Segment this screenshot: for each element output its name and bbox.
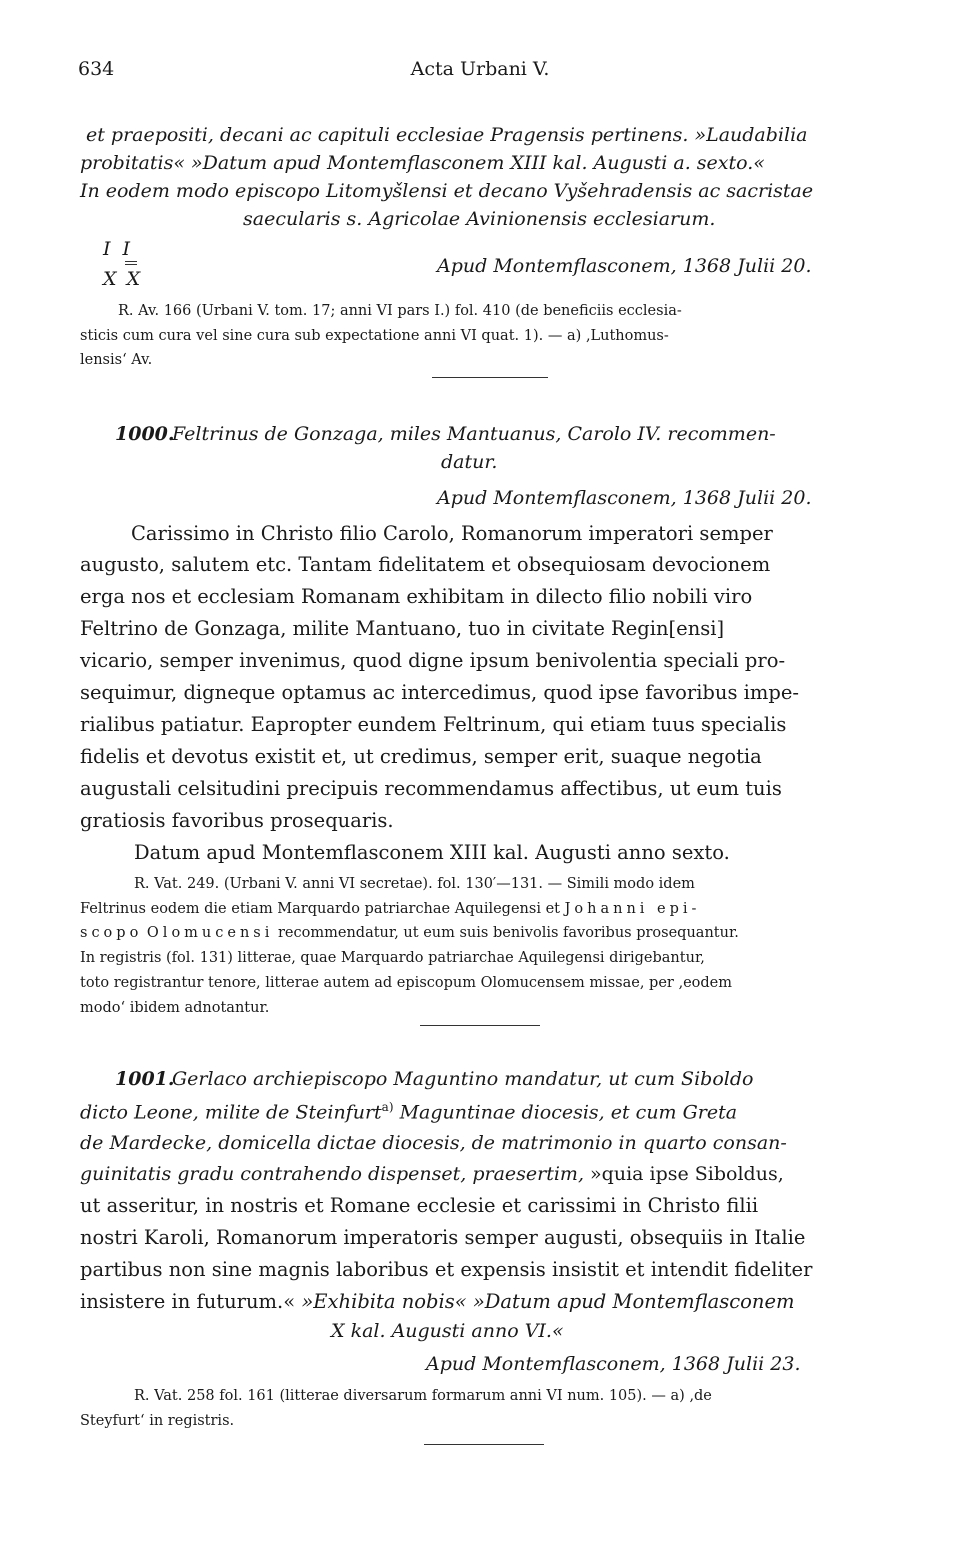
marginal-marks-bottom: X X bbox=[103, 268, 141, 290]
body-line: Carissimo in Christo filio Carolo, Romanorum imperatori semper bbox=[131, 522, 773, 545]
page-header bbox=[78, 58, 882, 88]
body-line: nostri Karoli, Romanorum imperatoris semper augusti, obsequiis in Italie bbox=[80, 1226, 806, 1249]
body-line: gratiosis favoribus prosequaris. bbox=[80, 809, 394, 832]
section-separator bbox=[432, 377, 548, 378]
text-line: probitatis« »Datum apud Montemflasconem XIII kal. Augusti a. sexto.« bbox=[80, 152, 765, 174]
footnote-line: R. Vat. 258 fol. 161 (litterae diversarum formarum anni VI num. 105). — a) ‚de bbox=[134, 1388, 712, 1404]
entry-title-text: Maguntinae diocesis, et cum Greta bbox=[399, 1101, 738, 1124]
double-rule-mark bbox=[125, 261, 137, 262]
datum-line: Datum apud Montemflasconem XIII kal. Augusti anno sexto. bbox=[134, 841, 730, 864]
footnote-line: Steyfurt‘ in registris. bbox=[80, 1413, 235, 1429]
section-separator bbox=[424, 1444, 544, 1445]
entry-number: 1000. bbox=[115, 423, 175, 445]
spaced-name: Johanni epi- bbox=[564, 901, 701, 917]
body-line: augustali celsitudini precipuis recommendamus affectibus, ut eum tuis bbox=[80, 777, 782, 800]
footnote-line: toto registrantur tenore, litterae autem ad episcopum Olomucensem missae, per ‚eodem bbox=[80, 975, 732, 991]
quote-text: insistere in futurum.« bbox=[80, 1290, 296, 1313]
double-rule-mark bbox=[125, 264, 137, 265]
entry-title bbox=[80, 1100, 737, 1123]
entry-title bbox=[80, 1163, 784, 1185]
body-line: ut asseritur, in nostris et Romane ecclesie et carissimi in Christo filii bbox=[80, 1194, 759, 1217]
body-line: rialibus patiatur. Eapropter eundem Feltrinum, qui etiam tuus specialis bbox=[80, 713, 787, 736]
quote-text: »quia ipse Siboldus, bbox=[590, 1163, 784, 1185]
body-line: partibus non sine magnis laboribus et expensis insistit et intendit fideliter bbox=[80, 1258, 813, 1281]
entry-date: Apud Montemflasconem, 1368 Julii 20. bbox=[437, 255, 812, 277]
footnote-line: lensis‘ Av. bbox=[80, 352, 153, 368]
footnote-line: In registris (fol. 131) litterae, quae Marquardo patriarchae Aquilegensi dirigebantur, bbox=[80, 950, 705, 966]
text-line: In eodem modo episcopo Litomyšlensi et decano Vyšehradensis ac sacristae bbox=[80, 180, 814, 202]
footnote-line: sticis cum cura vel sine cura sub expectatione anni VI quat. 1). — a) ‚Luthomus- bbox=[80, 328, 669, 344]
footnote-line bbox=[80, 925, 739, 941]
entry-title: datur. bbox=[441, 451, 498, 473]
marginal-marks-top: I I bbox=[103, 238, 131, 260]
datum-line: X kal. Augusti anno VI.« bbox=[331, 1320, 564, 1342]
footnote-marker: a) bbox=[381, 1100, 394, 1114]
body-line: fidelis et devotus existit et, ut credimus, semper erit, suaque negotia bbox=[80, 745, 762, 768]
footnote-line: modo‘ ibidem adnotantur. bbox=[80, 1000, 270, 1016]
entry-title-text: guinitatis gradu contrahendo dispenset, praesertim, bbox=[80, 1163, 584, 1185]
footnote-line: R. Av. 166 (Urbani V. tom. 17; anni VI pars I.) fol. 410 (de beneficiis ecclesia- bbox=[118, 303, 682, 319]
entry-title-text: dicto Leone, milite de Steinfurt bbox=[80, 1101, 382, 1124]
body-line: vicario, semper invenimus, quod digne ipsum benivolentia speciali pro- bbox=[80, 649, 786, 672]
body-line: sequimur, digneque optamus ac intercedimus, quod ipse favoribus impe- bbox=[80, 681, 800, 704]
entry-date: Apud Montemflasconem, 1368 Julii 23. bbox=[426, 1353, 801, 1375]
spaced-name: Olomucensi bbox=[146, 925, 274, 941]
running-title: Acta Urbani V. bbox=[410, 58, 550, 80]
entry-title: Feltrinus de Gonzaga, miles Mantuanus, Carolo IV. recommen- bbox=[172, 423, 776, 445]
body-line: erga nos et ecclesiam Romanam exhibitam in dilecto filio nobili viro bbox=[80, 585, 753, 608]
italic-text: »Exhibita nobis« »Datum apud Montemflasconem bbox=[301, 1290, 795, 1313]
section-separator bbox=[420, 1025, 540, 1026]
footnote-line: R. Vat. 249. (Urbani V. anni VI secretae). fol. 130′—131. — Simili modo idem bbox=[134, 876, 695, 892]
spaced-name: scopo bbox=[80, 925, 143, 941]
entry-title: Gerlaco archiepiscopo Maguntino mandatur, ut cum Siboldo bbox=[172, 1068, 754, 1090]
entry-number: 1001. bbox=[115, 1068, 175, 1090]
body-line: Feltrino de Gonzaga, milite Mantuano, tuo in civitate Regin[ensi] bbox=[80, 617, 725, 640]
footnote-text: Feltrinus eodem die etiam Marquardo patriarchae Aquilegensi et bbox=[80, 901, 560, 917]
body-line: augusto, salutem etc. Tantam fidelitatem et obsequiosam devocionem bbox=[80, 553, 771, 576]
entry-date: Apud Montemflasconem, 1368 Julii 20. bbox=[437, 487, 812, 509]
body-line bbox=[80, 1290, 795, 1313]
entry-title: de Mardecke, domicella dictae diocesis, de matrimonio in quarto consan- bbox=[80, 1132, 787, 1154]
text-line: et praepositi, decani ac capituli ecclesiae Pragensis pertinens. »Laudabilia bbox=[86, 124, 808, 146]
text-line: saecularis s. Agricolae Avinionensis ecclesiarum. bbox=[243, 208, 716, 230]
page-number: 634 bbox=[78, 58, 115, 80]
footnote-text: recommendatur, ut eum suis benivolis favoribus prosequantur. bbox=[278, 925, 739, 941]
footnote-line bbox=[80, 901, 700, 917]
